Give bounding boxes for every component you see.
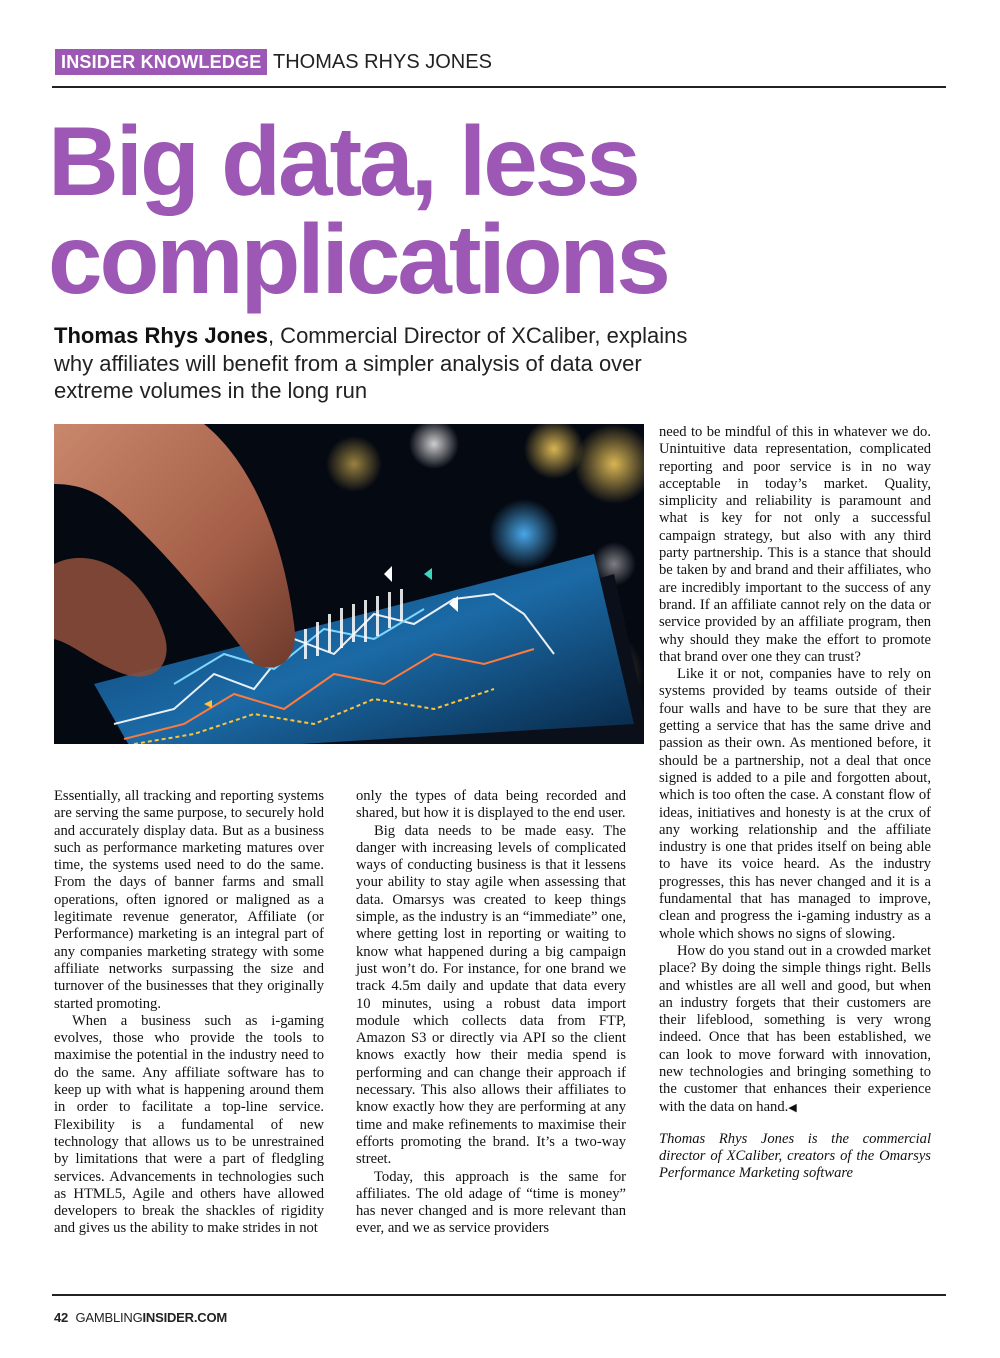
body-paragraph-text: How do you stand out in a crowded market place? By doing the simple things right. Bells and whistles are all well and good, but when an industry forgets that their customers are their lifeblood, something is very wrong indeed. Once that has been established, we can look to move forward with innovation, new technologies and bringing something to the customer that enhances their experience with the data on hand. (659, 942, 931, 1115)
article-column-2 (356, 788, 626, 1238)
body-paragraph: Like it or not, companies have to rely on systems provided by teams outside of their four walls and have to be sure that they are getting a service that has the same drive and passion as their own. As mentioned before, it should be a partnership, not a deal that once signed is added to a pile and forgotten about, which is too often the case. A constant flow of ideas, initiatives and honesty is at the crux of any working relationship and the affiliate industry is one that prides itself on being able to have its voice heard. As the industry progresses, this has never changed and it is a fundamental that has managed to improve, clean and progress the i-gaming industry as a whole which shows no signs of slowing. (659, 666, 931, 942)
headline-line-2: complications (48, 204, 668, 314)
standfirst-text: , Commercial Director of XCaliber, explains why affiliates will benefit from a simpler analysis of data over extreme volumes in the long run (54, 323, 688, 403)
site-name-bold: INSIDER.COM (142, 1310, 227, 1325)
standfirst-author-name: Thomas Rhys Jones (54, 323, 268, 348)
body-paragraph: When a business such as i-gaming evolves, those who provide the tools to maximise the potential in the industry need to do the same. Any affiliate software has to keep up with what is happening around them in order to facilitate a top-line service. Flexibility is a fundamental of new technology that allows us to be unrestrained by limitations that were a part of fledgling services. Advancements in technologies such as HTML5, Agile and others have allowed developers to break the shackles of rigidity and gives us the ability to make strides in not (54, 1012, 324, 1237)
body-paragraph: Today, this approach is the same for affiliates. The old adage of “time is money” has never changed and is more relevant than ever, and we as service providers (356, 1168, 626, 1237)
page-footer (54, 1310, 227, 1325)
article-column-1 (54, 788, 324, 1238)
article-photo (54, 424, 644, 744)
body-paragraph-final (659, 943, 931, 1117)
body-paragraph: Essentially, all tracking and reporting systems are serving the same purpose, to securely hold and accurately display data. But as a business such as performance marketing matures over time, the systems used need to do the same. From the days of banner farms and small operations, often ignored or maligned as a legitimate revenue generator, Affiliate (or Performance) marketing is an integral part of any companies marketing strategy with some affiliate networks surpassing the size and turnover of the businesses that they originally started promoting. (54, 788, 324, 1012)
body-paragraph: need to be mindful of this in whatever we do. Unintuitive data representation, complicated reporting and poor service is in no way acceptable in today’s market. Quality, simplicity and reliability is paramount and what is key for not only a successful campaign strategy, but also with any third party partnership. This is a stance that should be taken by and brand and their affiliates, who are incredibly important to the success of any brand. If an affiliate cannot rely on the data or service provided by an affiliate program, then why should they make the effort to promote that brand over one they can trust? (659, 424, 931, 665)
standfirst (54, 322, 694, 405)
site-name-prefix: GAMBLING (75, 1310, 143, 1325)
body-paragraph: Big data needs to be made easy. The danger with increasing levels of complicated ways of conducting business is that it lessens your ability to stay agile when assessing that data. Omarsys was created to keep things simple, as the industry is an “immediate” one, where getting lost in reporting or waiting to know what happened during a big campaign just won’t do. For instance, for one brand we track 4.5m daily and update that data every 10 minutes, using a robust data import module which collects data from FTP, Amazon S3 or directly via API so the client knows exactly how their media spend is performing and can change their approach if necessary. This also allows their affiliates to know exactly how they are performing at any time and make refinements to maximise their efforts promoting the brand. It’s a two-way street. (356, 822, 626, 1168)
smartphone-chart-image (54, 424, 644, 744)
end-of-article-icon: ◀ (788, 1101, 797, 1114)
article-column-3 (659, 424, 931, 1183)
author-bio: Thomas Rhys Jones is the commercial director of XCaliber, creators of the Omarsys Performance Marketing software (659, 1130, 931, 1182)
footer-rule (52, 1294, 946, 1296)
page-number: 42 (54, 1310, 69, 1325)
headline-line-1: Big data, less (48, 106, 638, 216)
body-paragraph: only the types of data being recorded and shared, but how it is displayed to the end user. (356, 788, 626, 822)
section-header (52, 48, 946, 88)
author-byline: THOMAS RHYS JONES (273, 51, 492, 73)
section-tag: INSIDER KNOWLEDGE (55, 49, 267, 75)
headline (48, 106, 948, 314)
